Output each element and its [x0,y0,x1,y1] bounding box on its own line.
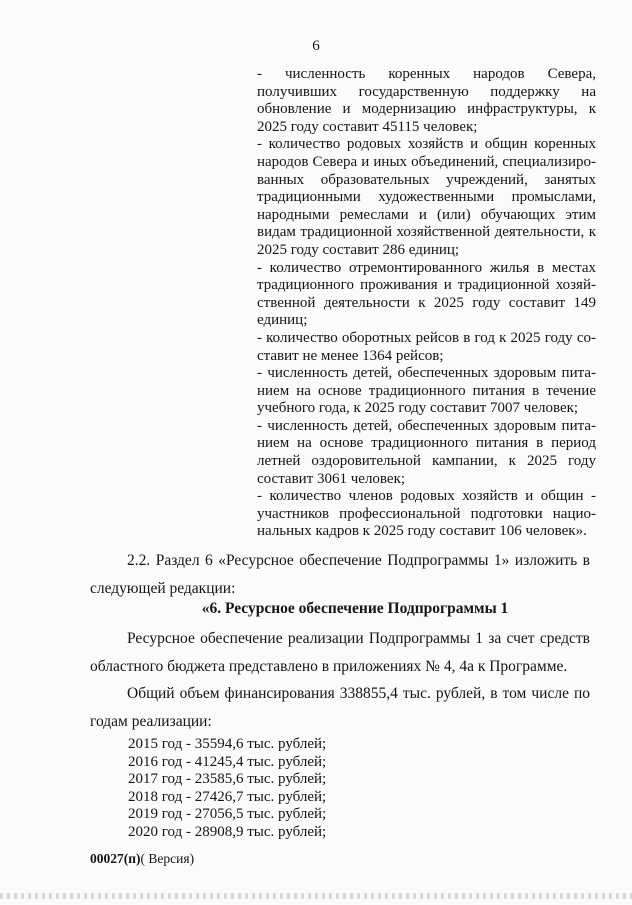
years-list [128,736,326,842]
list-item: - количество родовых хозяйств и общин коренных народов Севера и иных объединений, специализированных образовательных учреждений, занятых традиционными художественными промыслами, народными ремеслами и (или) обучающих этим видам традиционной хозяйственной деятельности, к 2025 году составит 286 единиц; [257,136,596,258]
indicator-list [257,66,596,541]
year-line: 2020 год - 28908,9 тыс. рублей; [128,823,327,840]
page-number: 6 [312,38,320,54]
year-line: 2018 год - 27426,7 тыс. рублей; [128,788,327,805]
list-item: - численность детей, обеспеченных здоровым питанием на основе традиционного питания в течение учебного года, к 2025 году составит 7007 человек; [257,365,596,417]
list-item: - численность коренных народов Севера, получивших государственную поддержку на обновление и модернизацию инфраструктуры, к 2025 году составит 45115 человек; [257,66,596,135]
year-line: 2019 год - 27056,5 тыс. рублей; [128,806,327,823]
document-code: 00027(п) [90,851,141,866]
list-item: - количество отремонтированного жилья в местах традиционного проживания и традиционной хозяйственной деятельности к 2025 году составит 149 единиц; [257,259,596,329]
year-line: 2016 год - 41245,4 тыс. рублей; [128,753,327,770]
paragraph-2-2: 2.2. Раздел 6 «Ресурсное обеспечение Подпрограммы 1» изложить в следующей редакции: [90,552,590,597]
footer [90,851,194,867]
list-item: - количество оборотных рейсов в год к 2025 году составит не менее 1364 рейсов; [257,329,596,364]
paragraph-resource: Ресурсное обеспечение реализации Подпрограммы 1 за счет средств областного бюджета представлено в приложениях № 4, 4а к Программе. [90,630,590,675]
year-line: 2015 год - 35594,6 тыс. рублей; [128,736,327,752]
list-item: - количество членов родовых хозяйств и общин - участников профессиональной подготовки национальных кадров к 2025 году составит 106 человек». [257,488,596,540]
paragraph-total: Общий объем финансирования 338855,4 тыс. рублей, в том числе по годам реализации: [90,685,590,730]
list-item: - численность детей, обеспеченных здоровым питанием на основе традиционного питания в период летней оздоровительной кампании, к 2025 году составит 3061 человек; [257,417,596,487]
section-title: «6. Ресурсное обеспечение Подпрограммы 1 [201,600,509,617]
document-version: ( Версия) [140,851,195,866]
year-line: 2017 год - 23585,6 тыс. рублей; [128,771,327,788]
scan-artifact [0,893,632,899]
